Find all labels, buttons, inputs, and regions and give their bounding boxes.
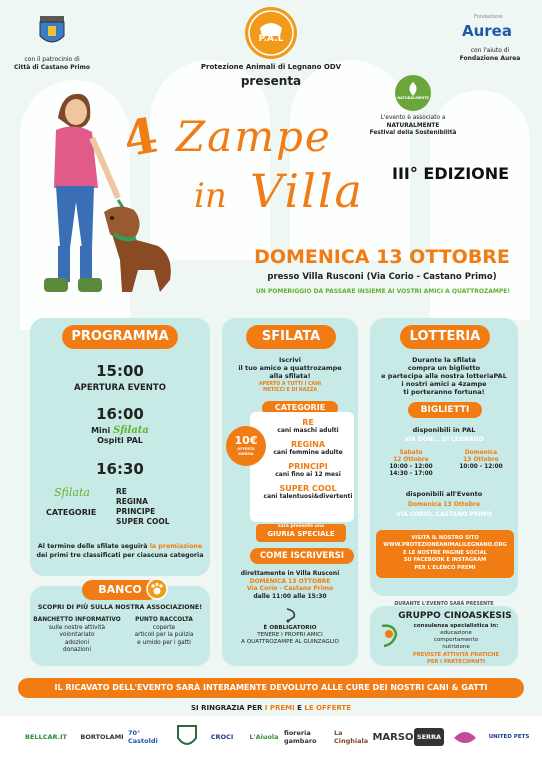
time-1630: 16:30 (96, 460, 144, 478)
sponsor-cinghiala (334, 722, 372, 752)
title-word-zampe: Zampe (176, 112, 332, 161)
thanks-c: E (297, 704, 302, 712)
organizer-name: Protezione Animali di Legnano ODV (200, 63, 342, 71)
assoc-line1: L'evento è associato a (380, 115, 446, 121)
evento-place: VIA CORIO, CASTANO PRIMO (396, 511, 492, 518)
edition-label: III° EDIZIONE (392, 164, 510, 183)
cat-principe: PRINCIPE (116, 507, 156, 516)
sfilata-script: Sfilata (113, 425, 149, 436)
lotteria-heading: LOTTERIA (400, 325, 490, 349)
sabato-title: Sabato (399, 450, 423, 456)
banchetto-line: volontariato (59, 632, 95, 638)
raccolta-line: e umido per i gatti (137, 639, 191, 646)
pal-address: VIA DON... DI LEGNANO (404, 436, 484, 443)
giuria-b: GIURIA SPECIALE (267, 530, 335, 538)
cino-bottom: PREVISTE ATTIVITÀ PRATICHE (412, 652, 500, 658)
open-line: APERTO A TUTTI I CANI (258, 382, 322, 387)
presents-text: presenta (240, 74, 302, 88)
cat-name-principi: PRINCIPI (288, 462, 328, 471)
sfilata-script-2: Sfilata (54, 486, 90, 499)
raccolta-title: PUNTO RACCOLTA (135, 617, 193, 623)
banchetto-title: BANCHETTO INFORMATIVO (33, 617, 121, 623)
sabato-hours: 14:30 - 17:00 (389, 471, 433, 477)
price-value: 10€ (234, 434, 258, 447)
oblig-line: A QUATTROZAMPE AL GUINZAGLIO (241, 639, 339, 645)
sfilata-intro: alla sfilata! (269, 372, 311, 380)
lotteria-intro: e partecipa alla nostra lotteriaPAL (381, 372, 507, 380)
title-word-in: in (194, 176, 227, 216)
assoc-line2: NATURALMENTE (386, 122, 440, 129)
cino-line: educazione (440, 630, 472, 636)
sponsor-label: L'Aiuola (249, 733, 279, 741)
mini-label: Mini (91, 426, 111, 435)
website-box (376, 530, 514, 578)
sponsor-label: MARSO (372, 731, 414, 743)
cino-line: consulenza specialistica in: (413, 623, 499, 629)
cat-desc-regina: cani femmine adulte (273, 449, 343, 456)
sponsor-label: UNITED PETS (488, 734, 530, 740)
site-line: PER L'ELENCO PREMI (414, 564, 476, 571)
ribbon-sponsor-icon (450, 726, 480, 748)
sponsor-label: fioreria gambaro (284, 729, 317, 745)
title-number: 4 (119, 107, 163, 169)
site-line: VISITA IL NOSTRO SITO (411, 535, 479, 541)
site-url[interactable]: WWW.PROTEZIONEANIMALILEGNANO.ORG (383, 542, 507, 549)
sponsor-label: BELLCAR.IT (25, 733, 67, 741)
site-line: E LE NOSTRE PAGINE SOCIAL (403, 549, 487, 556)
isc-line: DOMENICA 13 OTTOBRE (249, 577, 331, 585)
ricavato-banner: IL RICAVATO DELL'EVENTO SARÀ INTERAMENTE DEVOLUTO ALLE CURE DEI NOSTRI CANI & GATTI (18, 678, 524, 698)
aurea-logo: Aurea (462, 22, 512, 40)
lotteria-intro: compra un biglietto (407, 364, 481, 372)
banco-sub: SCOPRI DI PIÙ SULLA NOSTRA ASSOCIAZIONE! (37, 604, 203, 611)
isc-line: dalle 11:00 alle 15:30 (253, 592, 327, 600)
cat-desc-re: cani maschi adulti (277, 427, 339, 434)
price-note: OFFERTA MINIMA (237, 447, 255, 456)
cat-desc-super-cool: cani talentuosi&divertenti (263, 493, 353, 500)
banchetto-line: adozioni (64, 639, 90, 646)
event-tagline: UN POMERIGGIO DA PASSARE INSIEME AI VOSTRI AMICI A QUATTROZAMPE! (255, 288, 511, 295)
lotteria-intro: i nostri amici a 4zampe (401, 380, 487, 388)
sponsor-croci (200, 722, 244, 752)
thanks-a: SI RINGRAZIA PER (191, 704, 263, 712)
help-line1: con l'aiuto di (470, 47, 510, 54)
premiazione-note-b: la premiazione (149, 543, 203, 550)
title-word-villa: Villa (250, 164, 364, 218)
sabato-date: 12 Ottobre (393, 457, 429, 463)
pal-paw-icon (146, 578, 168, 600)
oblig-line: TENERE I PROPRI AMICI (257, 632, 323, 638)
sponsor-label: BORTOLAMI (80, 733, 124, 741)
sponsor-bortolami (78, 722, 126, 752)
sponsor-label: 70° Castoldi (128, 729, 158, 745)
premiazione-note-c: dei primi tre classificati per ciascuna categoria (36, 551, 204, 559)
cat-regina: REGINA (116, 497, 148, 506)
thanks-d: LE OFFERTE (304, 704, 351, 712)
sponsor-fioreria (284, 722, 332, 752)
sfilata-heading: SFILATA (246, 325, 336, 349)
help-line2: Fondazione Aurea (459, 55, 521, 62)
naturalmente-logo-text: NATURALMENTE (397, 96, 429, 100)
isc-line: direttamente in Villa Rusconi (240, 570, 340, 577)
cat-super-cool: SUPER COOL (116, 517, 170, 526)
sponsor-bellcar (18, 722, 74, 752)
time-1500: 15:00 (96, 362, 144, 380)
isc-line: Via Corio - Castano Primo (246, 585, 334, 592)
leash-icon (284, 607, 298, 623)
apertura-evento: APERTURA EVENTO (74, 383, 166, 393)
disp-evento: disponibili all'Evento (405, 490, 483, 498)
cino-line: nutrizione (442, 644, 470, 650)
cino-name: GRUPPO CINOASKESIS (398, 611, 512, 621)
cat-re: RE (116, 487, 127, 496)
cinoaskesis-logo-icon (376, 620, 402, 654)
sponsor-serra (414, 728, 444, 746)
thanks-b: I PREMI (264, 704, 295, 712)
come-iscriversi-heading: COME ISCRIVERSI (250, 548, 354, 564)
cat-name-re: RE (302, 418, 314, 427)
sfilata-intro: Iscrivi (278, 356, 302, 364)
lotteria-intro: Durante la sfilata (412, 356, 476, 364)
domenica-hours: 10:00 - 12:00 (459, 464, 503, 470)
sponsor-castoldi (128, 722, 172, 752)
sponsor-marso (374, 722, 412, 752)
sponsor-label: CROCI (210, 733, 234, 741)
sponsor-aiuola (246, 722, 282, 752)
banchetto-line: donazioni (63, 647, 91, 653)
raccolta-line: articoli per la pulizia (134, 632, 194, 638)
cino-bottom: PER I PARTECIPANTI (427, 658, 485, 665)
biglietti-heading: BIGLIETTI (408, 402, 482, 418)
domenica-date: 13 Ottobre (463, 457, 499, 463)
naturalmente-logo-icon (394, 74, 432, 112)
site-line: SU FACEBOOK E INSTAGRAM (403, 557, 487, 564)
ospiti-pal: Ospiti PAL (97, 436, 143, 445)
oblig-line: È OBBLIGATORIO (263, 625, 317, 631)
cat-desc-principi: cani fino ai 12 mesi (275, 471, 341, 478)
assoc-line3: Festival della Sostenibilità (369, 130, 457, 136)
aurea-small: Fondazione (474, 14, 503, 20)
sfilata-intro: il tuo amico a quattrozampe (238, 364, 342, 372)
dog-illustration (98, 200, 182, 296)
price-badge (226, 426, 266, 466)
patronage-line1: con il patrocinio di (24, 56, 80, 63)
raccolta-line: coperte (152, 624, 176, 631)
giuria-a: sarà presente una (277, 524, 325, 529)
premiazione-note-a: Al termine delle sfilate seguirà (37, 543, 148, 550)
giuria-box (256, 524, 346, 542)
sponsor-united-pets (484, 722, 534, 752)
cat-name-super-cool: SUPER COOL (279, 484, 337, 493)
shield-sponsor-icon (176, 724, 198, 750)
sponsor-label: La Cinghiala (334, 729, 369, 745)
pal-logo-text: P.A.L (258, 34, 284, 44)
time-1600: 16:00 (96, 405, 144, 423)
patronage-line2: Città di Castano Primo (14, 64, 90, 71)
cino-line: comportamento (433, 637, 479, 643)
event-date: DOMENICA 13 OTTOBRE (254, 246, 510, 268)
cat-name-regina: REGINA (290, 440, 326, 449)
categorie-heading: CATEGORIE (262, 401, 338, 415)
categorie-word: CATEGORIE (46, 508, 97, 517)
pal-logo-icon (244, 6, 298, 60)
lotteria-intro: ti porteranno fortuna! (403, 388, 485, 396)
sabato-hours: 10:00 - 12:00 (389, 464, 433, 470)
programma-panel (30, 318, 210, 576)
evento-date: Domenica 13 Ottobre (407, 501, 481, 508)
castano-crest-icon (36, 14, 68, 50)
open-line: METICCI E DI RAZZA (262, 388, 318, 393)
disp-pal: disponibili in PAL (412, 426, 476, 434)
event-place: presso Villa Rusconi (Via Corio - Castano Primo) (267, 272, 497, 282)
domenica-title: Domenica (464, 450, 498, 456)
banco-heading: BANCO (82, 580, 158, 600)
banchetto-line: sulle nostre attività (48, 624, 106, 631)
programma-heading: PROGRAMMA (62, 325, 178, 349)
cino-top: DURANTE L'EVENTO SARÀ PRESENTE (394, 602, 494, 607)
sponsor-label: SERRA (416, 733, 442, 741)
